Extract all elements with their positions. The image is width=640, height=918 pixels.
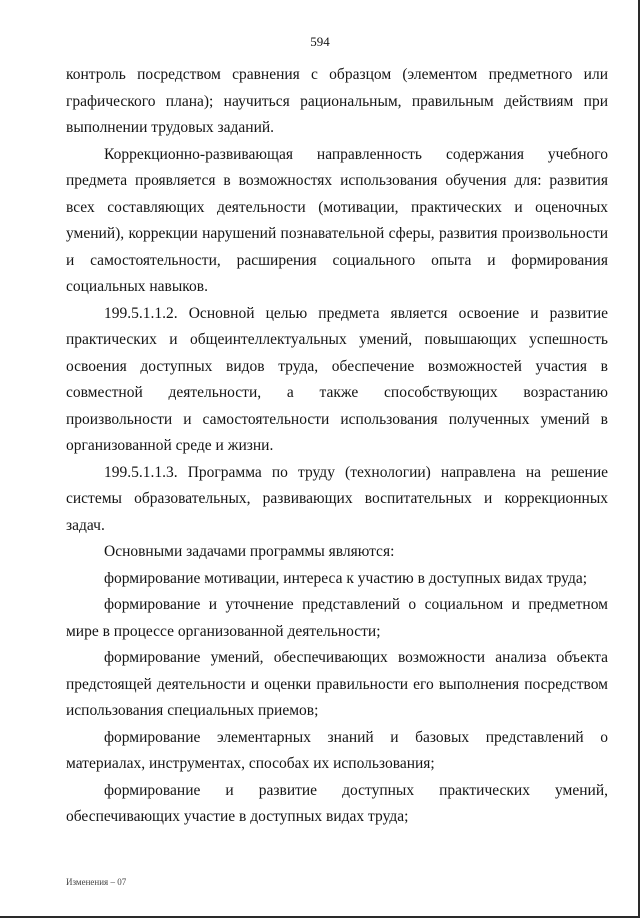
document-body	[66, 62, 608, 831]
paragraph: 199.5.1.1.2. Основной целью предмета является освоение и развитие практических и общеинтеллектуальных умений, повышающих успешность освоения доступных видов труда, обеспечение возможностей участия в совместной деятельности, а также способствующих возрастанию произвольности и самостоятельности использования полученных умений в организованной среде и жизни.	[66, 304, 608, 454]
paragraph: Коррекционно-развивающая направленность содержания учебного предмета проявляется в возможностях использования обучения для: развития всех составляющих деятельности (мотивации, практических и оценочных умений), коррекции нарушений познавательной сферы, развития произвольности и самостоятельности, расширения социального опыта и формирования социальных навыков.	[66, 145, 608, 295]
paragraph: формирование элементарных знаний и базовых представлений о материалах, инструментах, способах их использования;	[66, 728, 608, 772]
paragraph: 199.5.1.1.3. Программа по труду (технологии) направлена на решение системы образовательных, развивающих воспитательных и коррекционных задач.	[66, 463, 608, 534]
paragraph: формирование мотивации, интереса к участию в доступных видах труда;	[104, 569, 588, 587]
paragraph: Основными задачами программы являются:	[104, 543, 395, 560]
paragraph: формирование умений, обеспечивающих возможности анализа объекта предстоящей деятельности и оценки правильности его выполнения посредством использования специальных приемов;	[66, 649, 608, 719]
paragraph: контроль посредством сравнения с образцом (элементом предметного или графического плана); научиться рациональным, правильным действиям при выполнении трудовых заданий.	[66, 66, 608, 136]
paragraph: формирование и развитие доступных практических умений, обеспечивающих участие в доступных видах труда;	[66, 781, 608, 825]
footer-note: Изменения – 07	[66, 877, 127, 887]
paragraph: формирование и уточнение представлений о социальном и предметном мире в процессе организованной деятельности;	[66, 596, 608, 640]
page-number: 594	[310, 34, 330, 49]
